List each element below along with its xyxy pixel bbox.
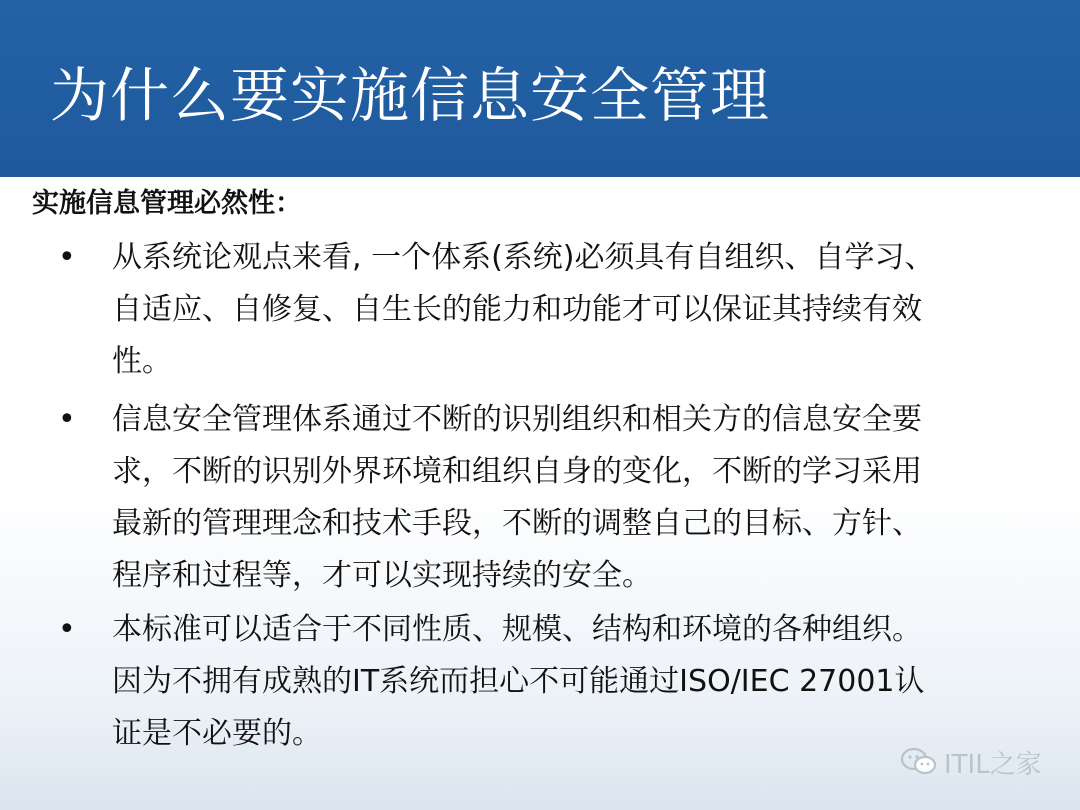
bullet-text — [112, 604, 1012, 760]
bullet-line: 最新的管理理念和技术手段，不断的调整自己的目标、方针、 — [112, 506, 922, 541]
bullet-dot: • — [58, 612, 76, 647]
bullet-line: 自适应、自修复、自生长的能力和功能才可以保证其持续有效 — [112, 292, 922, 327]
bullet-line: 本标准可以适合于不同性质、规模、结构和环境的各种组织。 — [112, 612, 922, 647]
bullet-line: 性。 — [112, 344, 172, 379]
watermark — [900, 742, 1042, 782]
wechat-icon — [900, 746, 938, 778]
bullet-text — [112, 394, 1012, 602]
title-bar — [0, 0, 1080, 177]
bullet-line: 程序和过程等，才可以实现持续的安全。 — [112, 558, 652, 593]
bullet-line: 证是不必要的。 — [112, 716, 322, 751]
bullet-dot: • — [58, 402, 76, 437]
watermark-text: ITIL之家 — [944, 749, 1042, 780]
bullet-line: 求，不断的识别外界环境和组织自身的变化，不断的学习采用 — [112, 454, 922, 489]
bullet-line: 信息安全管理体系通过不断的识别组织和相关方的信息安全要 — [112, 402, 922, 437]
slide-title: 为什么要实施信息安全管理 — [50, 61, 771, 130]
bullet-line: 因为不拥有成熟的IT系统而担心不可能通过ISO/IEC 27001认 — [112, 664, 925, 699]
lead-heading: 实施信息管理必然性： — [32, 188, 302, 219]
bullet-text — [112, 232, 1012, 388]
bullet-line: 从系统论观点来看, 一个体系(系统)必须具有自组织、自学习、 — [112, 240, 935, 275]
bullet-dot: • — [58, 240, 76, 275]
